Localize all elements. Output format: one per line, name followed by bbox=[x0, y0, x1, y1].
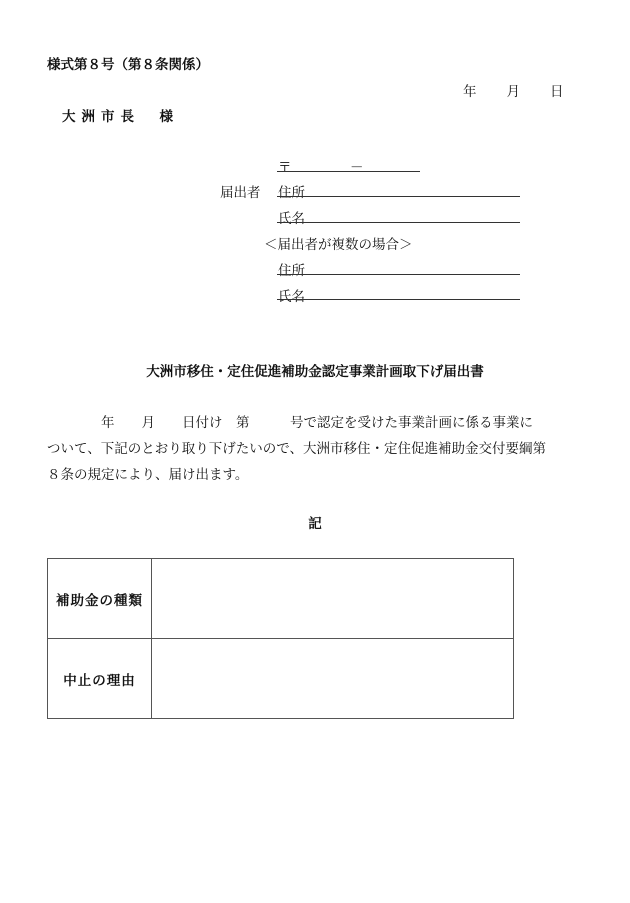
date-year: 年 bbox=[463, 84, 477, 100]
document-title: 大洲市移住・定住促進補助金認定事業計画取下げ届出書 bbox=[146, 364, 484, 380]
body-line-2: ついて、下記のとおり取り下げたいので、大洲市移住・定住促進補助金交付要綱第 bbox=[47, 441, 546, 457]
applicant-label: 届出者 bbox=[220, 185, 261, 201]
postal-dash: － bbox=[350, 160, 364, 176]
name-label: 氏名 bbox=[278, 211, 305, 227]
addressee: 大洲市長 様 bbox=[62, 109, 179, 125]
postal-mark: 〒 bbox=[278, 160, 292, 176]
ki-heading: 記 bbox=[308, 516, 322, 532]
details-table bbox=[47, 558, 514, 719]
table-row bbox=[48, 559, 514, 639]
body-line-1: 年 月 日付け 第 号で認定を受けた事業計画に係る事業に bbox=[47, 415, 533, 431]
body-paragraph bbox=[47, 410, 582, 488]
cancel-reason-label: 中止の理由 bbox=[48, 639, 152, 719]
cancel-reason-cell[interactable] bbox=[152, 639, 514, 719]
multiple-applicants-note: ＜届出者が複数の場合＞ bbox=[264, 237, 413, 253]
date-month: 月 bbox=[506, 84, 520, 100]
date-line bbox=[463, 80, 564, 100]
name2-line[interactable] bbox=[277, 299, 520, 300]
subsidy-type-cell[interactable] bbox=[152, 559, 514, 639]
address-label: 住所 bbox=[278, 185, 305, 201]
name2-label: 氏名 bbox=[278, 289, 305, 305]
table-row bbox=[48, 639, 514, 719]
address-line[interactable] bbox=[277, 196, 520, 197]
postal-code-line[interactable] bbox=[277, 171, 420, 172]
subsidy-type-label: 補助金の種類 bbox=[48, 559, 152, 639]
name-line[interactable] bbox=[277, 222, 520, 223]
address2-label: 住所 bbox=[278, 263, 305, 279]
body-line-3: ８条の規定により、届け出ます。 bbox=[47, 467, 249, 483]
form-number: 様式第８号（第８条関係） bbox=[47, 57, 209, 73]
address2-line[interactable] bbox=[277, 274, 520, 275]
date-day: 日 bbox=[550, 84, 564, 100]
